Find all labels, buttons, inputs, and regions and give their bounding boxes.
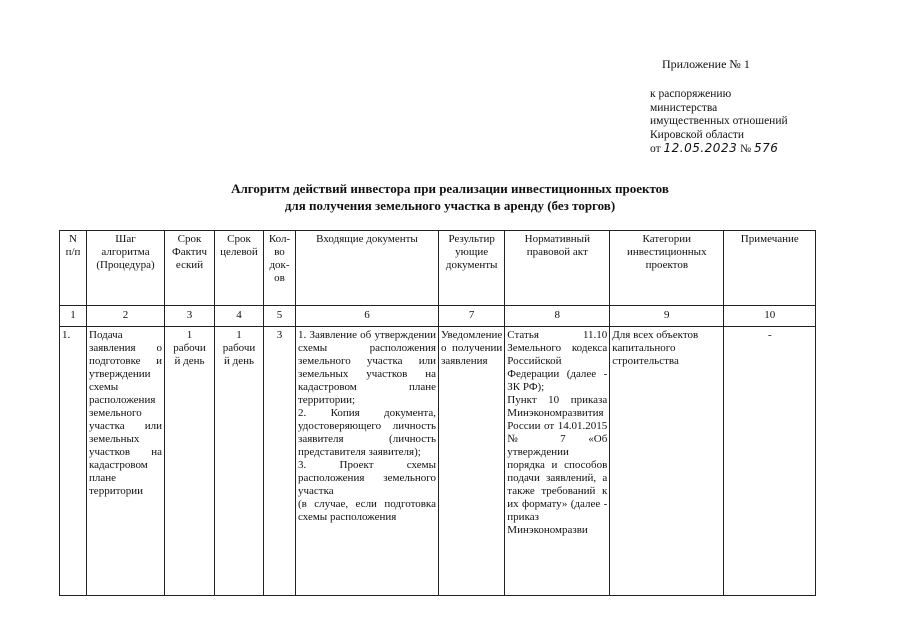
step-description: Подача заявления о подготовке и утверждении схемы расположения земельного участка или земельных участков на кадастровом плане территории: [87, 327, 165, 596]
column-number: 6: [296, 306, 439, 327]
project-categories: Для всех объектов капитального строительства: [610, 327, 724, 596]
handwritten-date: 12.05.2023: [663, 141, 738, 155]
column-number: 9: [610, 306, 724, 327]
header-cell-incoming-docs: Входящие документы: [296, 231, 439, 306]
column-number-row: [60, 306, 816, 327]
row-number: 1.: [60, 327, 87, 596]
incoming-documents: 1. Заявление об утверждении схемы расположения земельного участка или земельных участков на кадастровом плане территории; 2. Копия документа, удостоверяющего личность заявителя (личность представителя заявителя); 3. Проект схемы расположения земельного участка (в случае, если подготовка схемы расположения: [296, 327, 439, 596]
header-cell-number: N п/п: [60, 231, 87, 306]
legal-act: Статья 11.10 Земельного кодекса Российской Федерации (далее - ЗК РФ); Пункт 10 приказа Минэкономразвития России от 14.01.2015 № 7 «Об утверждении порядка и способов подачи заявлений, а также требований к их формату» (далее - приказ Минэкономразви: [505, 327, 610, 596]
header-cell-step: Шаг алгоритма (Процедура): [87, 231, 165, 306]
note: -: [724, 327, 816, 596]
column-number: 1: [60, 306, 87, 327]
term-actual: 1 рабочи й день: [165, 327, 215, 596]
date-prefix: от: [650, 143, 661, 155]
header-cell-note: Примечание: [724, 231, 816, 306]
header-cell-term-actual: Срок Фактич еский: [165, 231, 215, 306]
order-date-line: [650, 142, 788, 157]
header-cell-term-target: Срок целевой: [215, 231, 264, 306]
column-number: 5: [264, 306, 296, 327]
column-number: 3: [165, 306, 215, 327]
header-cell-categories: Категории инвестиционных проектов: [610, 231, 724, 306]
title-line-2: для получения земельного участка в аренду (без торгов): [284, 198, 616, 213]
term-target: 1 рабочи й день: [215, 327, 264, 596]
column-number: 10: [724, 306, 816, 327]
column-number: 4: [215, 306, 264, 327]
order-reference: [650, 88, 788, 157]
result-documents: Уведомление о получении заявления: [439, 327, 505, 596]
order-line: к распоряжению: [650, 88, 732, 100]
table-header-row: [60, 231, 816, 306]
table-row: [60, 327, 816, 596]
header-cell-result-docs: Результир ующие документы: [439, 231, 505, 306]
order-line: министерства: [650, 101, 718, 114]
algorithm-table: [59, 230, 816, 596]
header-cell-doc-count: Кол- во док- ов: [264, 231, 296, 306]
appendix-label: Приложение № 1: [662, 57, 750, 71]
column-number: 7: [439, 306, 505, 327]
order-line: Кировской области: [650, 128, 745, 141]
title-line-1: Алгоритм действий инвестора при реализации инвестиционных проектов: [231, 181, 669, 196]
column-number: 8: [505, 306, 610, 327]
number-prefix: №: [740, 143, 752, 155]
column-number: 2: [87, 306, 165, 327]
doc-count: 3: [264, 327, 296, 596]
handwritten-number: 576: [753, 141, 779, 155]
order-line: имущественных отношений: [650, 115, 788, 127]
document-title: [150, 180, 750, 214]
header-cell-legal-act: Нормативный правовой акт: [505, 231, 610, 306]
